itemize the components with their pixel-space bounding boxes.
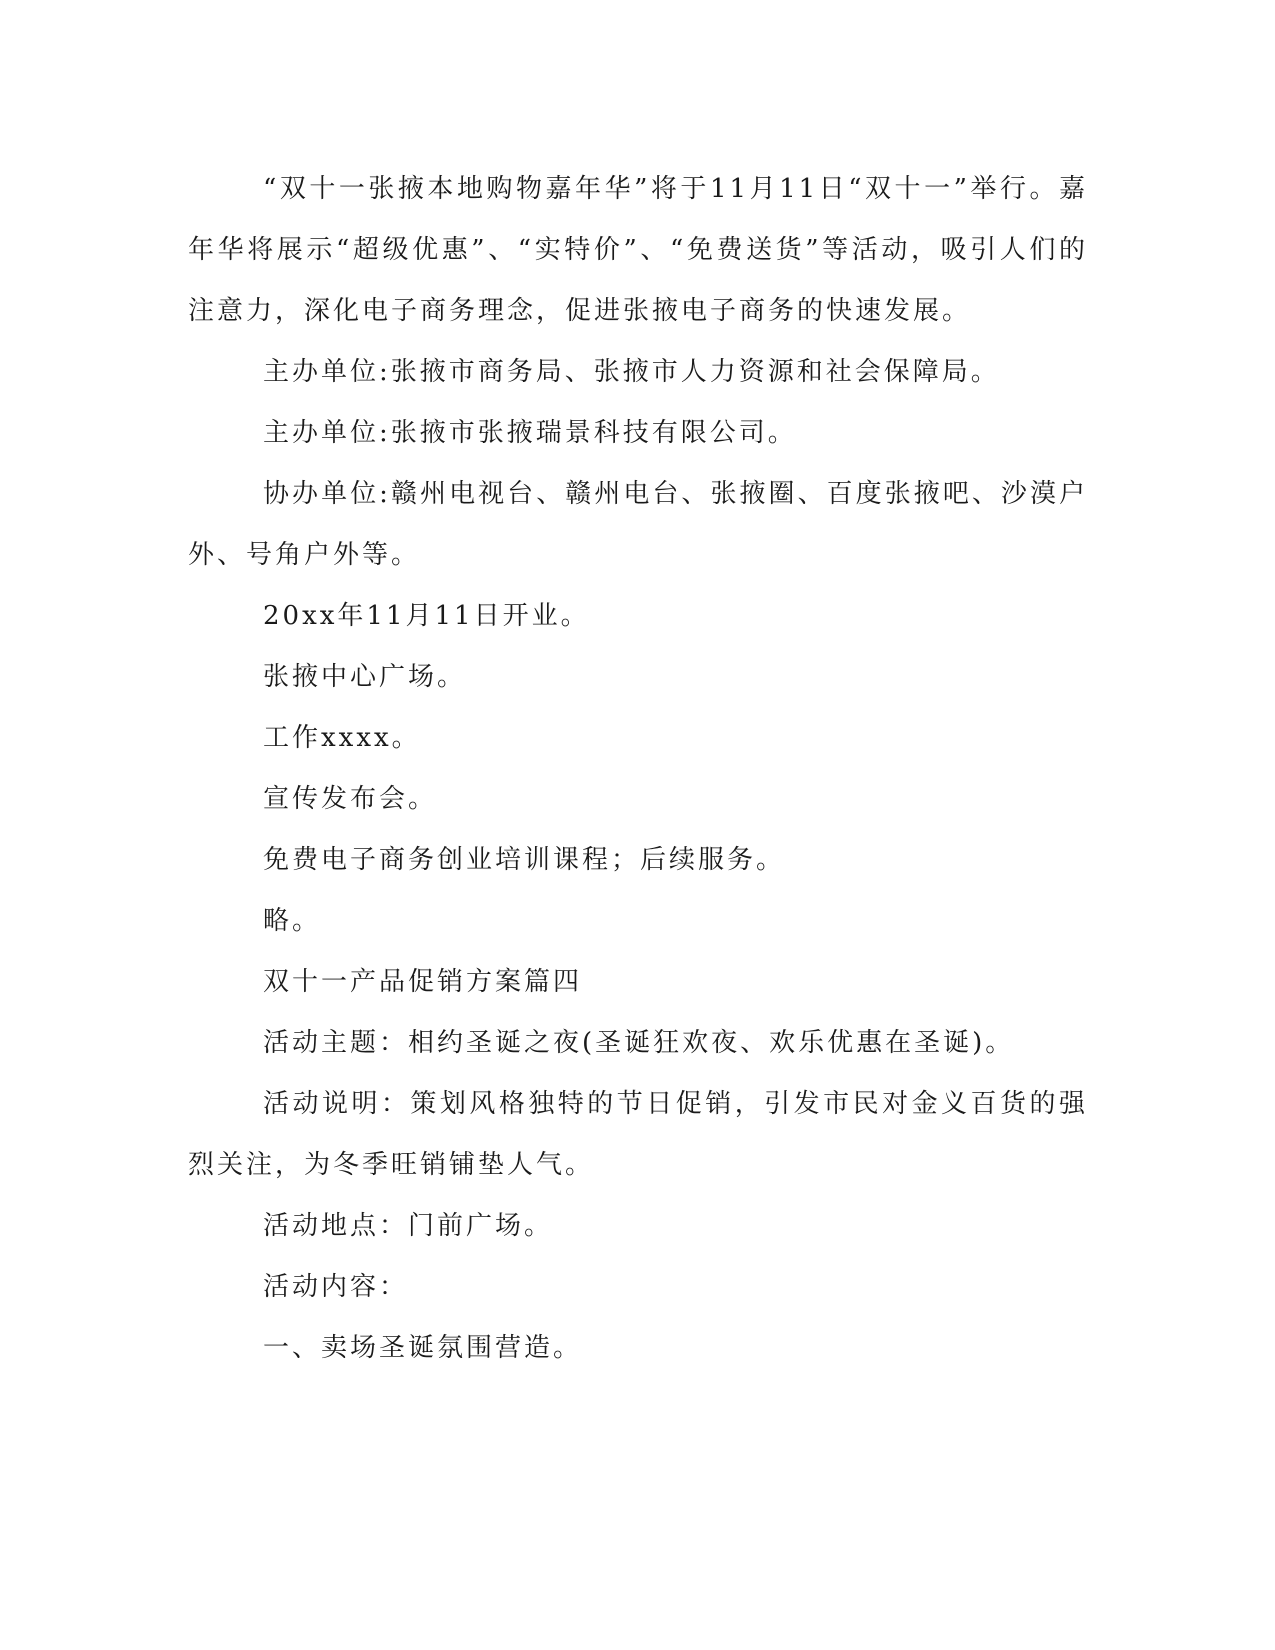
paragraph-omitted: 略。 bbox=[263, 906, 322, 936]
paragraph-content-label: 活动内容： bbox=[263, 1272, 409, 1302]
paragraph-theme: 活动主题：相约圣诞之夜(圣诞狂欢夜、欢乐优惠在圣诞)。 bbox=[263, 1028, 1015, 1058]
paragraph-date: 20xx年11月11日开业。 bbox=[263, 601, 590, 631]
paragraph-description: 活动说明：策划风格独特的节日促销，引发市民对金义百货的强烈关注，为冬季旺销铺垫人气。 bbox=[188, 1089, 1088, 1180]
paragraph-organizer-2: 主办单位:张掖市张掖瑞景科技有限公司。 bbox=[263, 418, 797, 448]
document-body bbox=[188, 159, 1088, 1379]
section-heading: 双十一产品促销方案篇四 bbox=[263, 967, 583, 997]
paragraph-work: 工作xxxx。 bbox=[263, 723, 421, 753]
paragraph-organizer-1: 主办单位:张掖市商务局、张掖市人力资源和社会保障局。 bbox=[263, 357, 1000, 387]
paragraph-co-organizer: 协办单位:赣州电视台、赣州电台、张掖圈、百度张掖吧、沙漠户外、号角户外等。 bbox=[188, 479, 1088, 570]
paragraph-location: 活动地点：门前广场。 bbox=[263, 1211, 554, 1241]
paragraph-item-1: 一、卖场圣诞氛围营造。 bbox=[263, 1333, 583, 1363]
paragraph-venue: 张掖中心广场。 bbox=[263, 662, 467, 692]
paragraph-press-conference: 宣传发布会。 bbox=[263, 784, 438, 814]
paragraph-intro: “双十一张掖本地购物嘉年华”将于11月11日“双十一”举行。嘉年华将展示“超级优惠”、“实特价”、“免费送货”等活动，吸引人们的注意力，深化电子商务理念，促进张掖电子商务的快速发展。 bbox=[188, 174, 1088, 326]
paragraph-training: 免费电子商务创业培训课程；后续服务。 bbox=[263, 845, 786, 875]
